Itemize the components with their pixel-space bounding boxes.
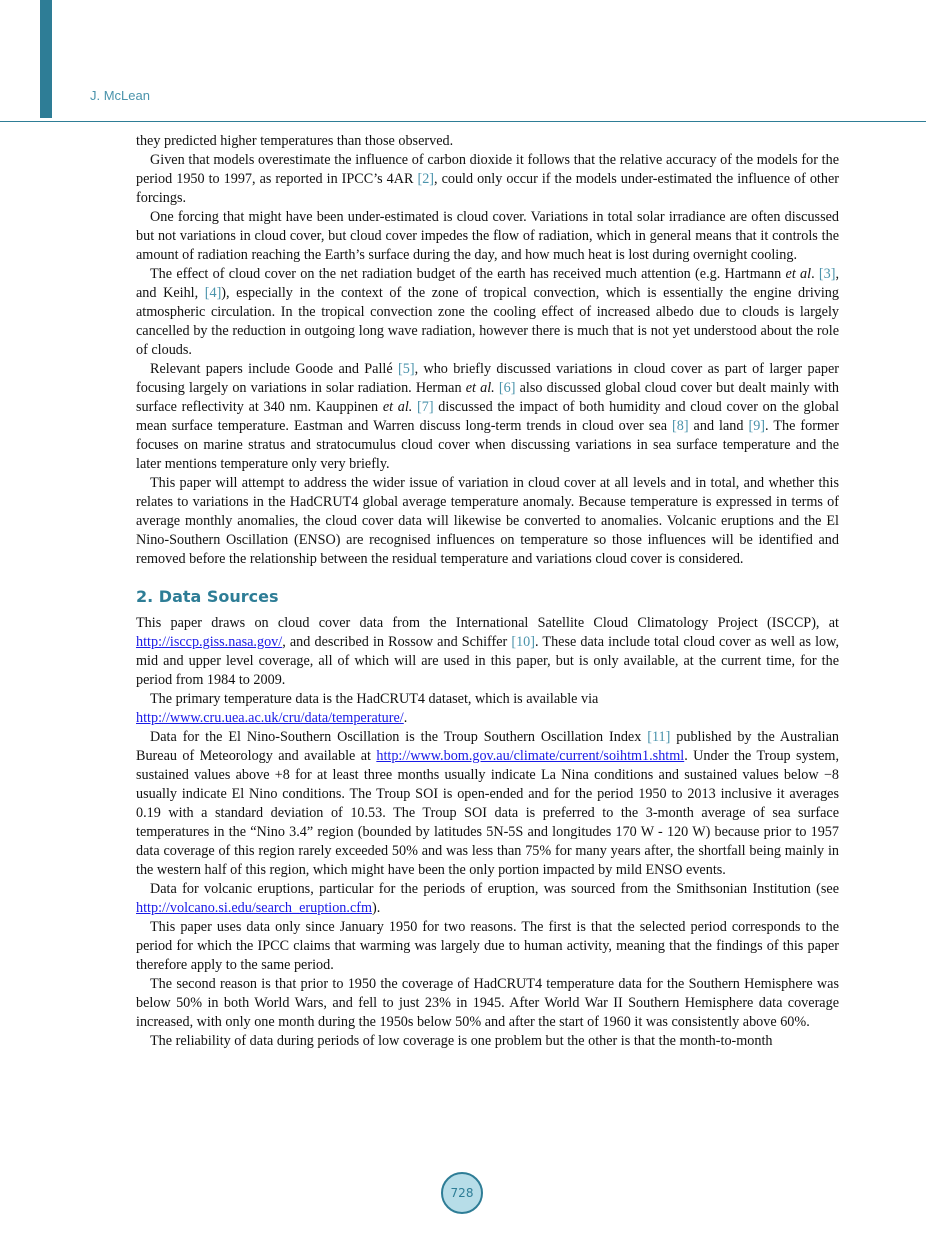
text-run: Relevant papers include Goode and Pallé [150,361,399,377]
text-run: Data for volcanic eruptions, particular for the periods of eruption, was sourced from the Smithsonian Institution (see [150,881,839,897]
text-run: . [811,266,819,282]
paragraph [136,360,839,474]
italic-text: et al [785,266,812,282]
paragraph [136,614,839,690]
paragraph [136,474,839,569]
paragraph [136,975,839,1032]
data-sources-paragraphs [136,614,839,1051]
url-link[interactable]: http://volcano.si.edu/search_eruption.cfm [136,900,372,916]
paragraph [136,728,839,880]
text-run: The effect of cloud cover on the net radiation budget of the earth has received much attention (e.g. Hartmann [150,266,786,282]
text-run: ). [372,900,381,916]
text-run: . These data include total cloud cover as well as low, mid and upper level coverage, all of which will are used in this paper, but is only available, at the current time, for the period from 1984 to 2009. [136,634,839,688]
text-run: This paper will attempt to address the wider issue of variation in cloud cover at all levels and in total, and whether this relates to variations in the HadCRUT4 global average temperature anomaly. Because temperature is expressed in terms of average monthly anomalies, the cloud cover data will likewise be converted to anomalies. Volcanic eruptions and the El Nino-Southern Oscillation (ENSO) are recognised influences on temperature so those influences will be identified and removed before the relationship between the residual temperature and variations cloud cover is considered. [136,475,839,567]
paragraph [136,1032,839,1051]
text-run: Data for the El Nino-Southern Oscillation is the Troup Southern Oscillation Index [150,729,648,745]
citation-link[interactable]: [4] [204,285,222,301]
text-run: One forcing that might have been under-estimated is cloud cover. Variations in total solar irradiance are often discussed but not variations in cloud cover, but cloud cover impedes the flow of radiation, which in general means that it controls the amount of radiation reaching the Earth’s surface during the day, and how much heat is lost during overnight cooling. [136,209,839,263]
italic-text: et al. [382,399,413,415]
paragraph [136,918,839,975]
text-run: , and Keihl, [136,266,839,301]
paragraph [136,265,839,360]
text-run: published by the Australian Bureau of Meteorology and available at [136,729,839,764]
url-link[interactable]: http://www.bom.gov.au/climate/current/soihtm1.shtml [376,748,685,764]
url-link[interactable]: http://www.cru.uea.ac.uk/cru/data/temperature/ [136,710,404,726]
paragraph [136,151,839,208]
citation-link[interactable]: [11] [647,729,671,745]
citation-link[interactable]: [6] [498,380,516,396]
running-header-author: J. McLean [90,88,150,103]
citation-link[interactable]: [3] [818,266,836,282]
citation-link[interactable]: [10] [511,634,535,650]
text-run: Given that models overestimate the influence of carbon dioxide it follows that the relative accuracy of the models for the period 1950 to 1997, as reported in IPCC’s 4AR [136,152,839,187]
paragraph [136,132,839,151]
text-run: , could only occur if the models under-estimated the influence of other forcings. [136,171,839,206]
citation-link[interactable]: [5] [398,361,415,377]
text-run: and land [688,418,749,434]
section-heading: 2. Data Sources [136,587,279,606]
text-run: The reliability of data during periods of low coverage is one problem but the other is that the month-to-month [150,1033,773,1049]
page-number: 728 [441,1172,483,1214]
citation-link[interactable]: [2] [417,171,435,187]
text-run: . The former focuses on marine stratus and stratocumulus cloud cover when discussing variations in sea surface temperature and the later mentions temperature only very briefly. [136,418,839,472]
header-divider [0,121,926,122]
text-run: they predicted higher temperatures than those observed. [136,133,454,149]
text-run: The second reason is that prior to 1950 the coverage of HadCRUT4 temperature data for the Southern Hemisphere was below 50% in both World Wars, and fell to just 23% in 1945. After World War II Southern Hemisphere data coverage increased, with only one month during the 1950s below 50% and after the start of 1960 it was consistently above 60%. [136,976,839,1030]
citation-link[interactable]: [9] [748,418,766,434]
text-run: . [403,710,408,726]
italic-text: et al. [465,380,495,396]
paragraph [136,690,839,728]
text-run: ), especially in the context of the zone of tropical convection, which is essentially the engine driving atmospheric circulation. In the tropical convection zone the cooling effect of increased albedo due to clouds is largely cancelled by the reduction in outgoing long wave radiation, however there is much that is not yet understood about the role of clouds. [136,285,839,358]
paragraph [136,880,839,918]
text-run: , who briefly discussed variations in cloud cover as part of larger paper focusing largely on variations in solar radiation. Herman [136,361,840,396]
article-body [136,132,839,1051]
text-run: This paper uses data only since January 1950 for two reasons. The first is that the selected period corresponds to the period for which the IPCC claims that warming was largely due to human activity, meaning that the findings of this paper therefore apply to the same period. [136,919,839,973]
text-run: discussed the impact of both humidity and cloud cover on the global mean surface temperature. Eastman and Warren discuss long-term trends in cloud over sea [136,399,840,434]
paragraph [136,208,839,265]
text-run: The primary temperature data is the HadCRUT4 dataset, which is available via [150,691,599,707]
text-run: . Under the Troup system, sustained values above +8 for at least three months usually indicate La Nina conditions and sustained values below −8 usually indicate El Nino conditions. The Troup SOI is open-ended and for the period 1950 to 2013 inclusive it averages 0.19 with a standard deviation of 10.53. The Troup SOI data is preferred to the 3-month average of sea surface temperatures in the “Nino 3.4” region (bounded by latitudes 5N-5S and longitudes 170 W - 120 W) because prior to 1957 data coverage of this region rarely exceeded 50% and was less than 75% for many years after, the shortfall being mainly in the western half of this region, which might have been the only portion impacted by mild ENSO events. [136,748,839,878]
text-run: also discussed global cloud cover but dealt mainly with surface reflectivity at 340 nm. Kauppinen [136,380,839,415]
text-run: This paper draws on cloud cover data from the International Satellite Cloud Climatology Project (ISCCP), at [136,615,839,631]
citation-link[interactable]: [8] [672,418,689,434]
intro-paragraphs [136,132,839,569]
header-accent-bar [40,0,52,118]
citation-link[interactable]: [7] [417,399,434,415]
url-link[interactable]: http://isccp.giss.nasa.gov/ [136,634,283,650]
text-run: , and described in Rossow and Schiffer [282,634,512,650]
